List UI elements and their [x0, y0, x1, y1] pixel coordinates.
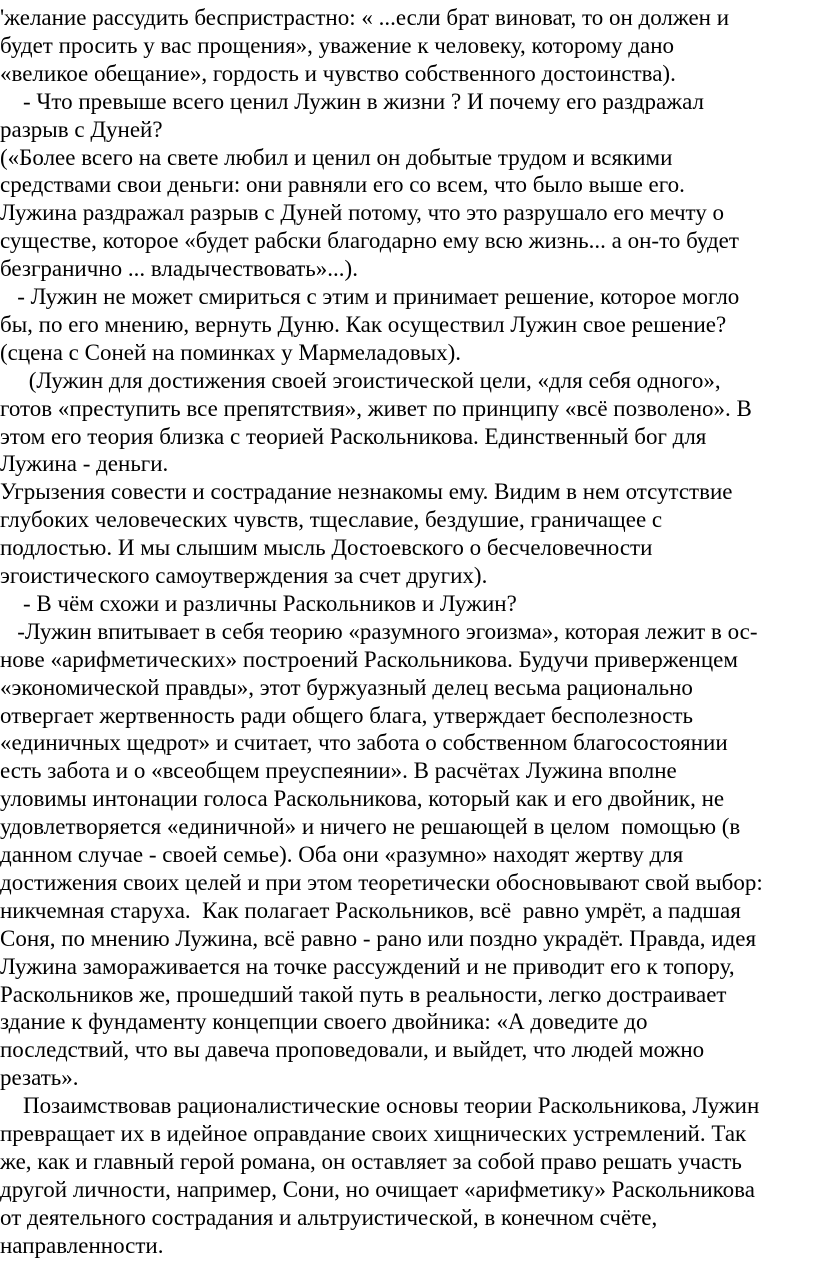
- text-line: от деятельного сострадания и альтруистической, в конечном счёте,: [0, 1204, 658, 1230]
- text-line: нове «арифметических» построений Раскольникова. Будучи приверженцем: [0, 646, 738, 672]
- text-line: -Лужин впитывает в себя теорию «разумного эгоизма», которая лежит в ос-: [0, 618, 758, 644]
- text-line: же, как и главный герой романа, он оставляет за собой право решать участь: [0, 1148, 742, 1174]
- text-line: Лужина раздражал разрыв с Дуней потому, что это разрушало его мечту о: [0, 200, 725, 226]
- text-line: отвергает жертвенность ради общего блага, утверждает бесполезность: [0, 702, 694, 728]
- text-line: последствий, что вы давеча проповедовали, и выйдет, что людей можно: [0, 1037, 705, 1063]
- text-line: Лужина - деньги.: [0, 451, 169, 477]
- text-line: существе, которое «будет рабски благодарно ему всю жизнь... а он-то будет: [0, 228, 739, 254]
- text-line: удовлетворяется «единичной» и ничего не решающей в целом помощью (в: [0, 814, 741, 840]
- text-line: эгоистического самоутверждения за счет других).: [0, 563, 488, 588]
- text-line: бы, по его мнению, вернуть Дуню. Как осуществил Лужин свое решение?: [0, 311, 727, 337]
- text-line: «великое обещание», гордость и чувство собственного достоинства).: [0, 60, 676, 86]
- text-line: разрыв с Дуней?: [0, 116, 163, 142]
- text-line: (Лужин для достижения своей эгоистической цели, «для себя одного»,: [0, 367, 721, 393]
- text-line: - Что превыше всего ценил Лужин в жизни ? И почему его раздражал: [0, 88, 704, 114]
- text-line: здание к фундаменту концепции своего двойника: «А доведите до: [0, 1009, 648, 1035]
- text-line: Раскольников же, прошедший такой путь в реальности, легко достраивает: [0, 981, 727, 1007]
- text-line: Лужина замораживается на точке рассуждений и не приводит его к топору,: [0, 953, 735, 979]
- text-line: 'желание рассудить беспристрастно: « ...если брат виноват, то он должен и: [0, 5, 730, 30]
- text-line: средствами свои деньги: они равняли его со всем, что было выше его.: [0, 172, 685, 198]
- text-line: уловимы интонации голоса Раскольникова, который как и его двойник, не: [0, 786, 725, 812]
- text-line: превращает их в идейное оправдание своих хищнических устремлений. Так: [0, 1121, 747, 1146]
- text-line: безгранично ... владычествовать»...).: [0, 256, 358, 282]
- text-line: будет просить у вас прощения», уважение к человеку, которому дано: [0, 32, 675, 58]
- text-line: («Более всего на свете любил и ценил он добытые трудом и всякими: [0, 144, 673, 170]
- text-line: Угрызения совести и сострадание незнакомы ему. Видим в нем отсутствие: [0, 479, 733, 505]
- text-line: подлостью. И мы слышим мысль Достоевского о бесчеловечности: [0, 535, 653, 561]
- text-line: Соня, по мнению Лужина, всё равно - рано или поздно украдёт. Правда, идея: [0, 925, 757, 951]
- text-line: (сцена с Соней на поминках у Мармеладовых).: [0, 339, 462, 365]
- text-line: глубоких человеческих чувств, тщеславие, бездушие, граничащее с: [0, 507, 663, 533]
- text-line: есть забота и о «всеобщем преуспеянии». В расчётах Лужина вполне: [0, 758, 677, 784]
- text-line: резать».: [0, 1065, 79, 1091]
- text-line: - Лужин не может смириться с этим и принимает решение, которое могло: [0, 284, 740, 309]
- text-line: Позаимствовав рационалистические основы теории Раскольникова, Лужин: [0, 1093, 760, 1119]
- text-line: «экономической правды», этот буржуазный делец весьма рационально: [0, 674, 693, 700]
- text-line: готов «преступить все препятствия», живет по принципу «всё позволено». В: [0, 395, 752, 421]
- text-line: «единичных щедрот» и считает, что забота о собственном благосостоянии: [0, 730, 728, 756]
- text-line: никчемная старуха. Как полагает Раскольников, всё равно умрёт, а падшая: [0, 897, 741, 923]
- text-line: другой личности, например, Сони, но очищает «арифметику» Раскольникова: [0, 1176, 755, 1202]
- text-line: - В чём схожи и различны Раскольников и Лужин?: [0, 590, 517, 616]
- text-line: этом его теория близка с теорией Раскольникова. Единственный бог для: [0, 423, 707, 449]
- text-line: достижения своих целей и при этом теоретически обосновывают свой выбор:: [0, 869, 763, 895]
- text-line: направленности.: [0, 1232, 164, 1258]
- text-line: данном случае - своей семье). Оба они «разумно» находят жертву для: [0, 842, 684, 867]
